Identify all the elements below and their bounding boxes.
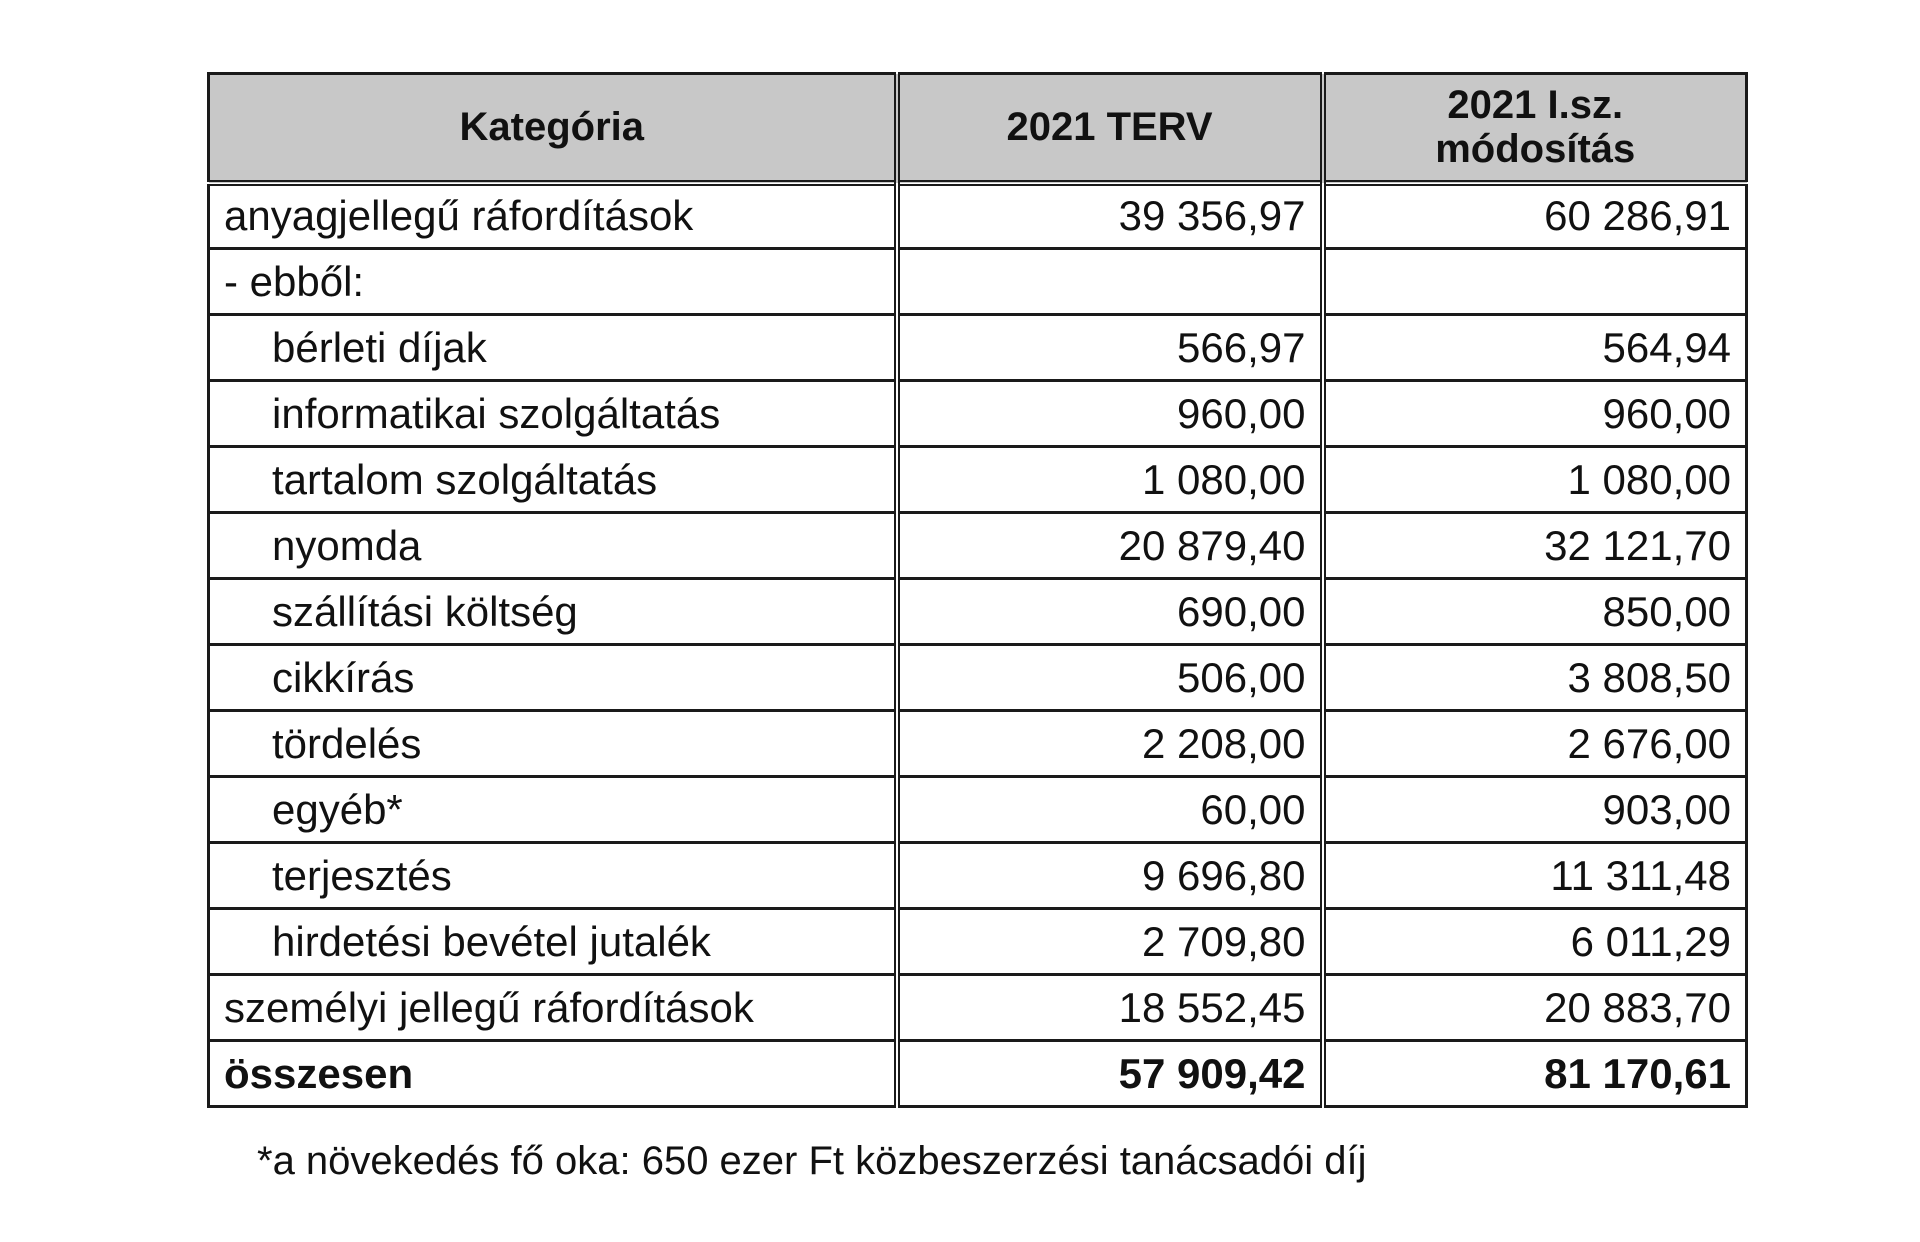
table-row (209, 183, 1747, 249)
header-modification (1323, 74, 1747, 183)
row-plan-value: 690,00 (897, 579, 1323, 645)
row-modification-value: 3 808,50 (1323, 645, 1747, 711)
table-row (209, 249, 1747, 315)
row-modification-value: 20 883,70 (1323, 975, 1747, 1041)
row-label: egyéb* (209, 777, 897, 843)
row-label: hirdetési bevétel jutalék (209, 909, 897, 975)
row-modification-value: 850,00 (1323, 579, 1747, 645)
row-plan-value: 18 552,45 (897, 975, 1323, 1041)
row-label: szállítási költség (209, 579, 897, 645)
row-modification-value: 903,00 (1323, 777, 1747, 843)
row-label: informatikai szolgáltatás (209, 381, 897, 447)
row-plan-value: 39 356,97 (897, 183, 1323, 249)
row-plan-value: 960,00 (897, 381, 1323, 447)
table-row (209, 711, 1747, 777)
row-plan-value: 57 909,42 (897, 1041, 1323, 1107)
row-plan-value: 566,97 (897, 315, 1323, 381)
table-row (209, 975, 1747, 1041)
header-modification-line2: módosítás (1435, 127, 1636, 172)
table-row (209, 909, 1747, 975)
header-plan: 2021 TERV (897, 74, 1323, 183)
row-modification-value: 6 011,29 (1323, 909, 1747, 975)
table-row (209, 447, 1747, 513)
row-modification-value: 564,94 (1323, 315, 1747, 381)
header-modification-line1: 2021 I.sz. (1447, 83, 1624, 128)
table-header-row (209, 74, 1747, 183)
row-plan-value: 20 879,40 (897, 513, 1323, 579)
row-modification-value: 81 170,61 (1323, 1041, 1747, 1107)
row-label: terjesztés (209, 843, 897, 909)
table-row (209, 381, 1747, 447)
table-row (209, 579, 1747, 645)
row-plan-value (897, 249, 1323, 315)
row-modification-value: 2 676,00 (1323, 711, 1747, 777)
table-body (209, 183, 1747, 1107)
row-plan-value: 9 696,80 (897, 843, 1323, 909)
row-plan-value: 506,00 (897, 645, 1323, 711)
table-row (209, 513, 1747, 579)
footnote: *a növekedés fő oka: 650 ezer Ft közbeszerzési tanácsadói díj (257, 1139, 1367, 1183)
row-label: tartalom szolgáltatás (209, 447, 897, 513)
row-plan-value: 2 208,00 (897, 711, 1323, 777)
budget-table (207, 72, 1748, 1108)
row-modification-value: 960,00 (1323, 381, 1747, 447)
row-label: - ebből: (209, 249, 897, 315)
row-modification-value (1323, 249, 1747, 315)
row-modification-value: 1 080,00 (1323, 447, 1747, 513)
table-row (209, 645, 1747, 711)
document (207, 72, 1745, 1184)
row-modification-value: 60 286,91 (1323, 183, 1747, 249)
row-label: tördelés (209, 711, 897, 777)
table-row (209, 1041, 1747, 1107)
table-row (209, 777, 1747, 843)
table-row (209, 315, 1747, 381)
row-plan-value: 2 709,80 (897, 909, 1323, 975)
row-label: személyi jellegű ráfordítások (209, 975, 897, 1041)
row-label: nyomda (209, 513, 897, 579)
row-label: bérleti díjak (209, 315, 897, 381)
header-category: Kategória (209, 74, 897, 183)
row-plan-value: 60,00 (897, 777, 1323, 843)
table-row (209, 843, 1747, 909)
row-label: cikkírás (209, 645, 897, 711)
row-modification-value: 32 121,70 (1323, 513, 1747, 579)
row-modification-value: 11 311,48 (1323, 843, 1747, 909)
row-label: anyagjellegű ráfordítások (209, 183, 897, 249)
row-label: összesen (209, 1041, 897, 1107)
row-plan-value: 1 080,00 (897, 447, 1323, 513)
